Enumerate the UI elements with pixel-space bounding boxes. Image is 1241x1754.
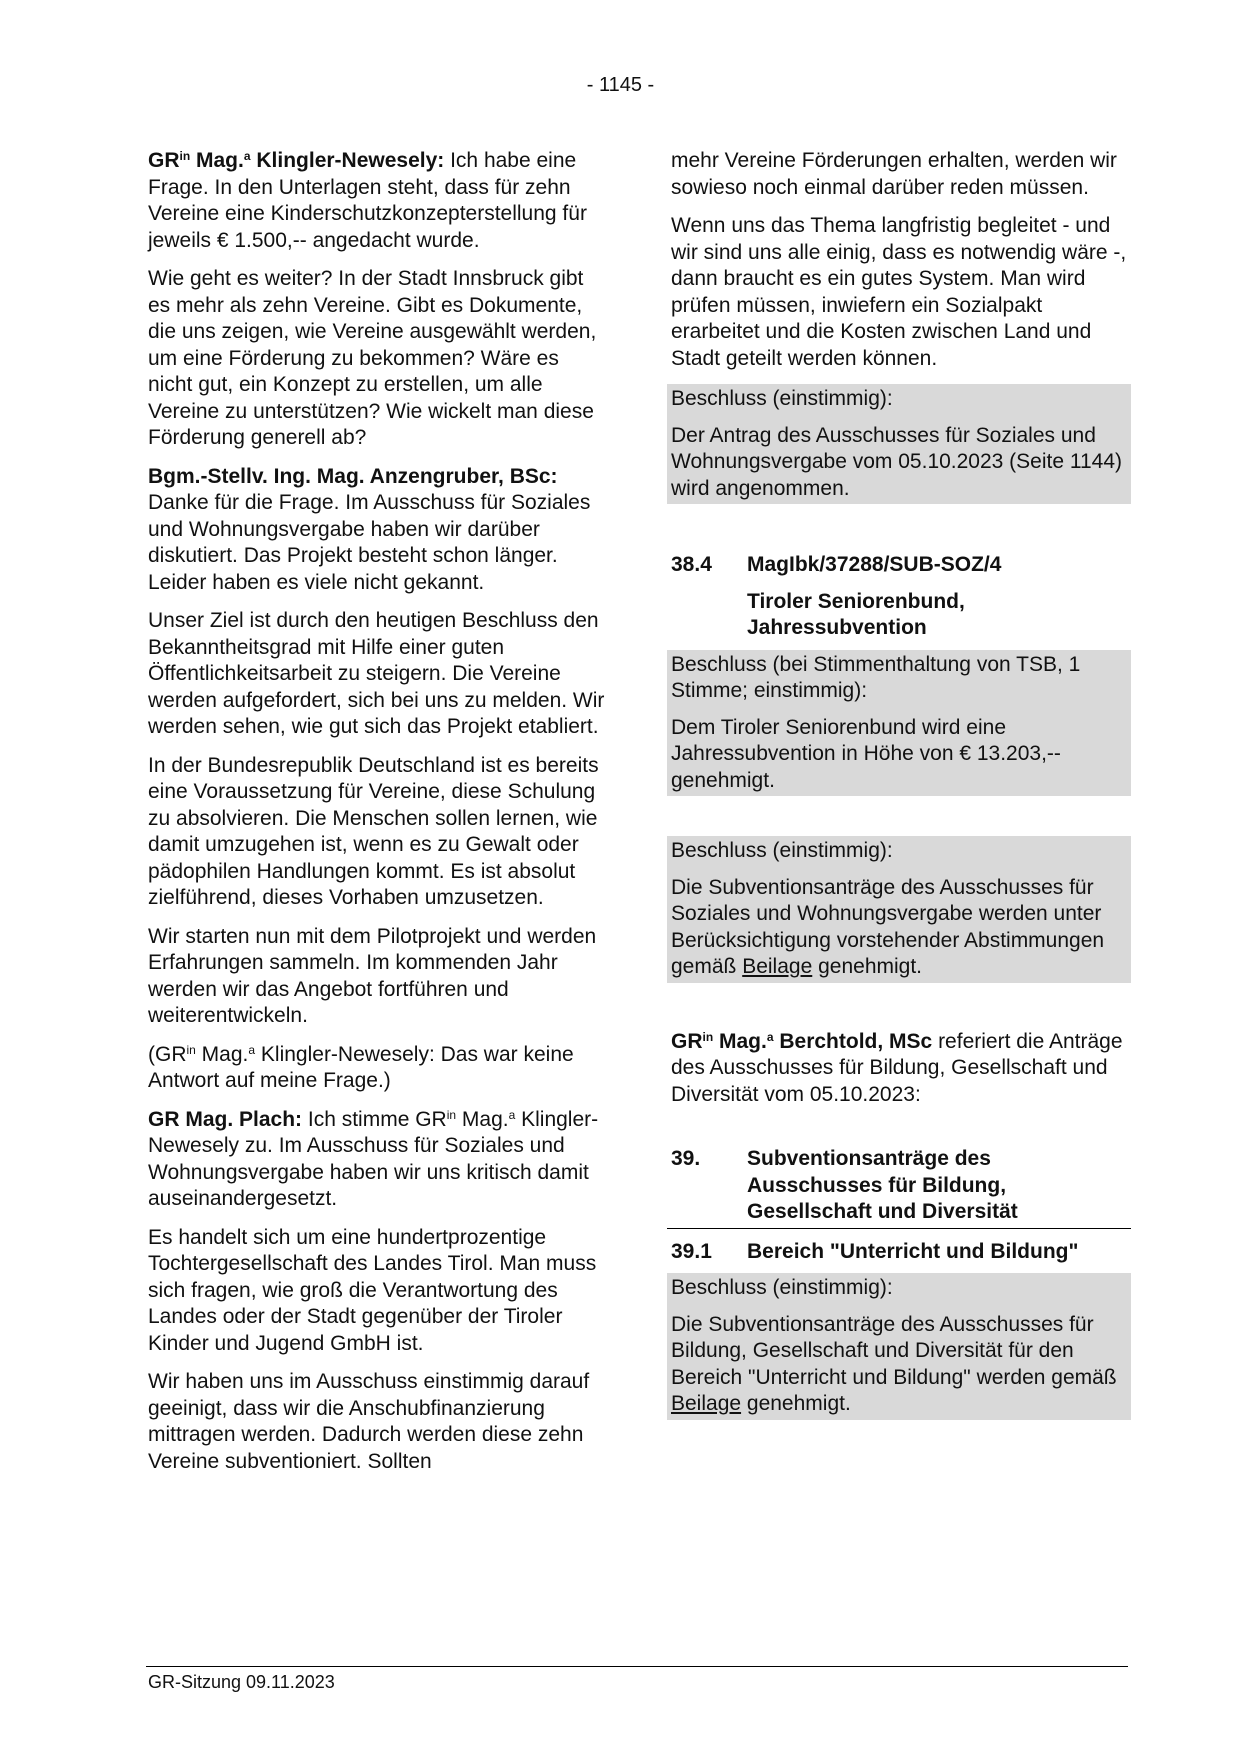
resolution-box — [667, 836, 1131, 983]
resolution-label: Beschluss (einstimmig): — [671, 387, 893, 410]
resolution-box — [667, 650, 1131, 797]
resolution-text: Die Subventionsanträge des Ausschusses für Soziales und Wohnungsvergabe werden unter Berücksichtigung vorstehender Abstimmungen gemäß Beilage genehmigt. — [671, 875, 1105, 978]
resolution-box — [667, 384, 1131, 504]
paragraph: Wie geht es weiter? In der Stadt Innsbruck gibt es mehr als zehn Vereine. Gibt es Dokumente, die uns zeigen, wie Vereine ausgewählt werden, um eine Förderung zu bekommen? Wäre es nicht gut, ein Konzept zu erstellen, um alle Vereine zu unterstützen? Wie wickelt man diese Förderung generell ab? — [148, 267, 597, 449]
resolution-label: Beschluss (einstimmig): — [671, 839, 893, 862]
resolution-text: Der Antrag des Ausschusses für Soziales und Wohnungsvergabe vom 05.10.2023 (Seite 1144) wird angenommen. — [671, 423, 1123, 500]
section-heading-39-1: 39.1 Bereich "Unterricht und Bildung" — [671, 1239, 1079, 1263]
paragraph: Wir starten nun mit dem Pilotprojekt und werden Erfahrungen sammeln. Im kommenden Jahr werden wir das Angebot fortführen und weiterentwickeln. — [148, 924, 597, 1027]
paragraph: Wenn uns das Thema langfristig begleitet - und wir sind uns alle einig, dass es notwendig wäre -, dann braucht es ein gutes System. Man wird prüfen müssen, inwiefern ein Sozialpakt erarbeitet und die Kosten zwischen Land und Stadt geteilt werden können. — [671, 214, 1127, 370]
paragraph: Wir haben uns im Ausschuss einstimmig darauf geeinigt, dass wir die Anschubfinanzierung mittragen werden. Dadurch werden diese zehn Vereine subventioniert. Sollten — [148, 1370, 590, 1473]
page-number: - 1145 - — [586, 74, 655, 96]
section-heading-38-4: 38.4 MagIbk/37288/SUB-SOZ/4 — [671, 553, 1002, 576]
left-column — [148, 148, 608, 1487]
section-heading-39: 39. Subventionsanträge des Ausschusses für Bildung, Gesellschaft und Diversität — [667, 1146, 1131, 1229]
beilage-link[interactable]: Beilage — [742, 955, 813, 978]
paragraph: Bgm.-Stellv. Ing. Mag. Anzengruber, BSc: Danke für die Frage. Im Ausschuss für Soziales und Wohnungsvergabe haben wir darüber diskutiert. Das Projekt besteht schon länger. Leider haben es viele nicht gekannt. — [148, 464, 591, 594]
paragraph: $GR^{in}$ Mag.$^a$ Berchtold, MSc referiert die Anträge des Ausschusses für Bildung, Gesellschaft und Diversität vom 05.10.2023: — [671, 1029, 1123, 1106]
resolution-label: Beschluss (einstimmig): — [671, 1276, 893, 1299]
resolution-label: Beschluss (bei Stimmenthaltung von TSB, 1 Stimme; einstimmig): — [671, 652, 1081, 702]
resolution-text: Dem Tiroler Seniorenbund wird eine Jahressubvention in Höhe von € 13.203,-- genehmigt. — [671, 715, 1061, 792]
paragraph: ($GR^{in}$ Mag.$^a$ Klingler-Newesely: Das war keine Antwort auf meine Frage.) — [148, 1042, 574, 1092]
footer-text: GR-Sitzung 09.11.2023 — [148, 1672, 335, 1692]
paragraph: In der Bundesrepublik Deutschland ist es bereits eine Voraussetzung für Vereine, diese Schulung zu absolvieren. Die Menschen sollen lernen, wie damit umzugehen ist, wenn es zu Gewalt oder pädophilen Handlungen kommt. Es ist absolut zielführend, dieses Vorhaben umzusetzen. — [148, 753, 599, 909]
paragraph: mehr Vereine Förderungen erhalten, werden wir sowieso noch einmal darüber reden müssen. — [671, 149, 1117, 199]
paragraph: $GR^{in}$ Mag.$^a$ Klingler-Newesely: Ich habe eine Frage. In den Unterlagen steht, dass für zehn Vereine eine Kinderschutzkonzepterstellung für jeweils € 1.500,-- angedacht wurde. — [148, 149, 587, 252]
paragraph: Es handelt sich um eine hundertprozentige Tochtergesellschaft des Landes Tirol. Man muss sich fragen, wie groß die Verantwortung des Landes oder der Stadt gegenüber der Tiroler Kinder und Jugend GmbH ist. — [148, 1225, 597, 1355]
right-column — [671, 148, 1127, 1420]
section-title: Tiroler Seniorenbund, Jahressubvention — [747, 589, 965, 639]
resolution-text: Die Subventionsanträge des Ausschusses für Bildung, Gesellschaft und Diversität für den Bereich "Unterricht und Bildung" werden gemäß Beilage genehmigt. — [671, 1312, 1117, 1415]
paragraph: Unser Ziel ist durch den heutigen Beschluss den Bekanntheitsgrad mit Hilfe einer guten Öffentlichkeitsarbeit zu steigern. Die Vereine werden aufgefordert, sich bei uns zu melden. Wir werden sehen, wie gut sich das Projekt etabliert. — [148, 609, 605, 738]
paragraph: GR Mag. Plach: Ich stimme $GR^{in}$ Mag.$^a$ Klingler-Newesely zu. Im Ausschuss für Soziales und Wohnungsvergabe haben wir uns kritisch damit auseinandergesetzt. — [148, 1107, 599, 1210]
resolution-box — [667, 1273, 1131, 1420]
beilage-link[interactable]: Beilage — [671, 1392, 742, 1415]
footer-divider — [146, 1666, 1128, 1667]
